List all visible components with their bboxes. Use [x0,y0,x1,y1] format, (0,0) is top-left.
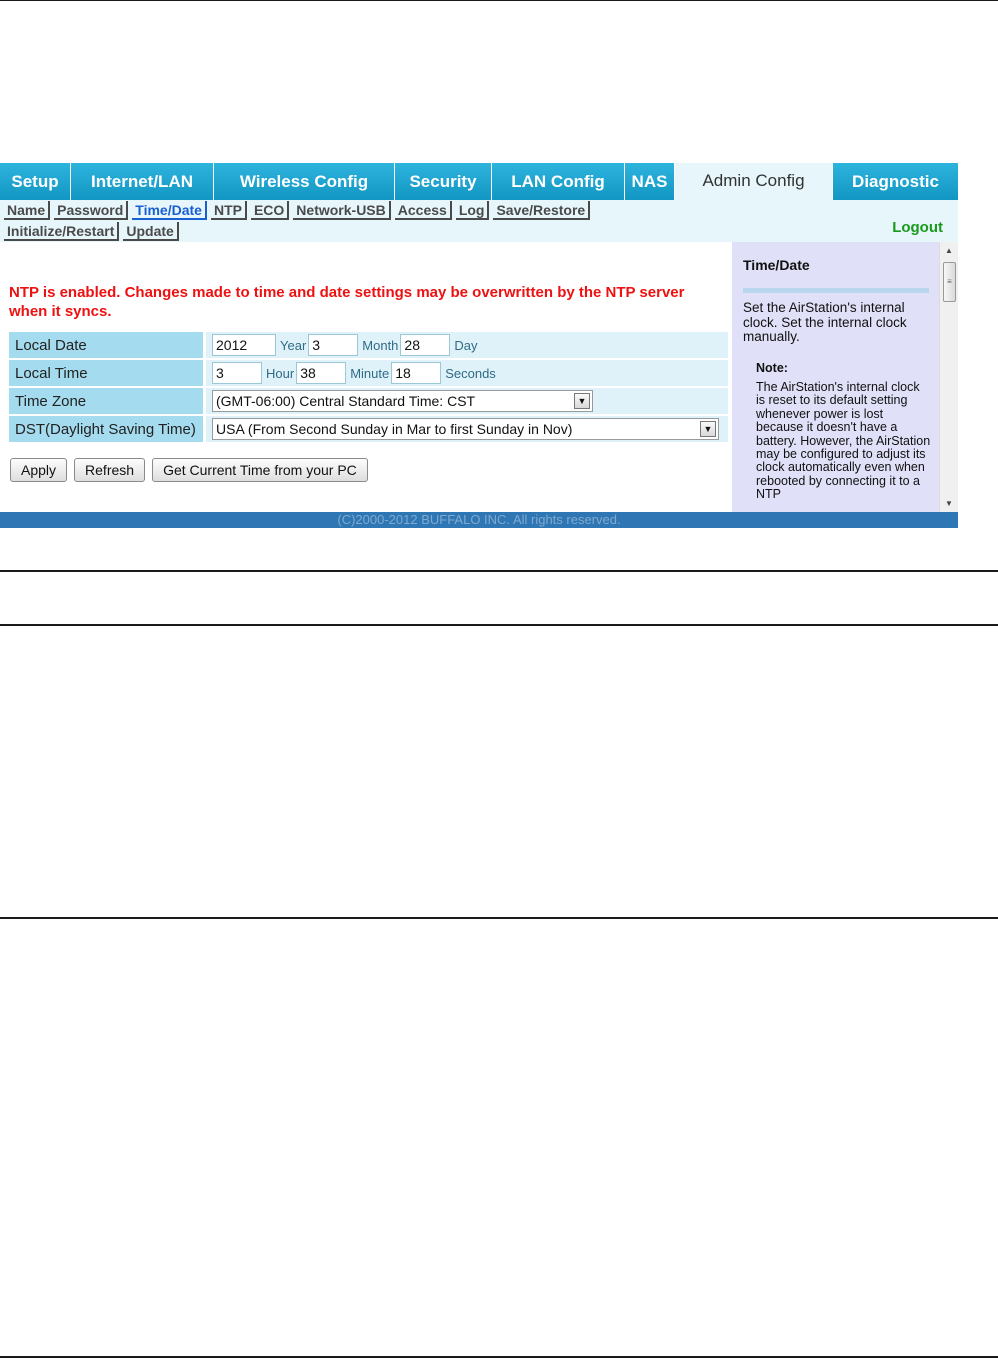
tab-wireless-config[interactable]: Wireless Config [214,163,395,200]
year-input[interactable]: 2012 [212,334,276,356]
page-bottom-rule [0,1356,998,1358]
local-time-row [9,360,728,386]
help-panel [732,242,939,512]
router-admin-screenshot [0,163,958,528]
local-date-label: Local Date [9,332,206,358]
refresh-button[interactable]: Refresh [74,458,145,482]
logout-link[interactable]: Logout [892,219,943,236]
ntp-warning-message: NTP is enabled. Changes made to time and date settings may be overwritten by the NTP server when it syncs. [9,284,685,320]
tab-nas[interactable]: NAS [625,163,675,200]
month-input[interactable]: 3 [308,334,358,356]
local-time-label: Local Time [9,360,206,386]
tab-lan-config[interactable]: LAN Config [492,163,625,200]
tab-setup[interactable]: Setup [0,163,71,200]
local-time-values [206,360,728,386]
year-unit: Year [280,337,307,353]
section-divider-2 [0,624,998,626]
subnav-network-usb[interactable]: Network-USB [293,201,390,220]
local-date-row [9,332,728,358]
month-unit: Month [362,337,399,353]
subnav-save-restore[interactable]: Save/Restore [493,201,590,220]
subnav-name[interactable]: Name [4,201,50,220]
scrollbar-thumb[interactable]: ≡ [943,262,956,302]
day-input[interactable]: 28 [400,334,450,356]
dst-select[interactable] [212,418,719,440]
minute-unit: Minute [350,365,390,381]
section-divider-1 [0,570,998,572]
get-current-time-button[interactable]: Get Current Time from your PC [152,458,368,482]
help-title: Time/Date [743,257,810,273]
subnav-ntp[interactable]: NTP [211,201,247,220]
sub-nav-row-2 [4,222,179,241]
second-input[interactable]: 18 [391,362,441,384]
scroll-up-arrow-icon[interactable]: ▲ [945,246,953,255]
scroll-down-arrow-icon[interactable]: ▼ [945,499,953,508]
sub-nav [0,200,958,242]
help-divider [743,288,929,293]
time-zone-row [9,388,728,414]
second-unit: Seconds [445,365,496,381]
apply-button[interactable]: Apply [10,458,67,482]
help-intro-text: Set the AirStation's internal clock. Set the internal clock manually. [743,300,907,344]
time-date-panel [0,242,732,512]
subnav-log[interactable]: Log [456,201,490,220]
time-date-settings-table [9,330,728,444]
chevron-down-icon[interactable]: ▼ [574,393,590,409]
help-scrollbar[interactable] [939,242,958,512]
subnav-time-date[interactable]: Time/Date [132,201,207,220]
subnav-eco[interactable]: ECO [251,201,289,220]
subnav-access[interactable]: Access [395,201,452,220]
hour-unit: Hour [266,365,295,381]
time-zone-selected-text: (GMT-06:00) Central Standard Time: CST [216,393,476,409]
time-zone-label: Time Zone [9,388,206,414]
copyright-footer: (C)2000-2012 BUFFALO INC. All rights reserved. [0,512,958,528]
page-top-rule [0,0,998,1]
chevron-down-icon[interactable]: ▼ [700,421,716,437]
hour-input[interactable]: 3 [212,362,262,384]
tab-diagnostic[interactable]: Diagnostic [833,163,958,200]
sub-nav-row-1 [4,201,590,220]
subnav-update[interactable]: Update [123,222,178,241]
help-note-title: Note: [756,361,788,375]
dst-row [9,416,728,442]
time-zone-select[interactable] [212,390,593,412]
help-note-text: The AirStation's internal clock is reset to its default setting whenever power is lost because it doesn't have a battery. However, the AirStation may be configured to adjust its clock automatically even when rebooted by connecting it to a NTP [756,380,931,502]
time-zone-value [206,388,728,414]
tab-security[interactable]: Security [395,163,492,200]
top-nav [0,163,958,200]
day-unit: Day [454,337,478,353]
tab-admin-config[interactable]: Admin Config [675,163,833,200]
dst-value [206,416,728,442]
local-date-values [206,332,728,358]
subnav-password[interactable]: Password [54,201,128,220]
section-divider-3 [0,917,998,919]
tab-internet-lan[interactable]: Internet/LAN [71,163,214,200]
minute-input[interactable]: 38 [296,362,346,384]
subnav-initialize-restart[interactable]: Initialize/Restart [4,222,119,241]
dst-label: DST(Daylight Saving Time) [9,416,206,442]
dst-selected-text: USA (From Second Sunday in Mar to first Sunday in Nov) [216,421,573,437]
action-buttons [10,458,368,482]
